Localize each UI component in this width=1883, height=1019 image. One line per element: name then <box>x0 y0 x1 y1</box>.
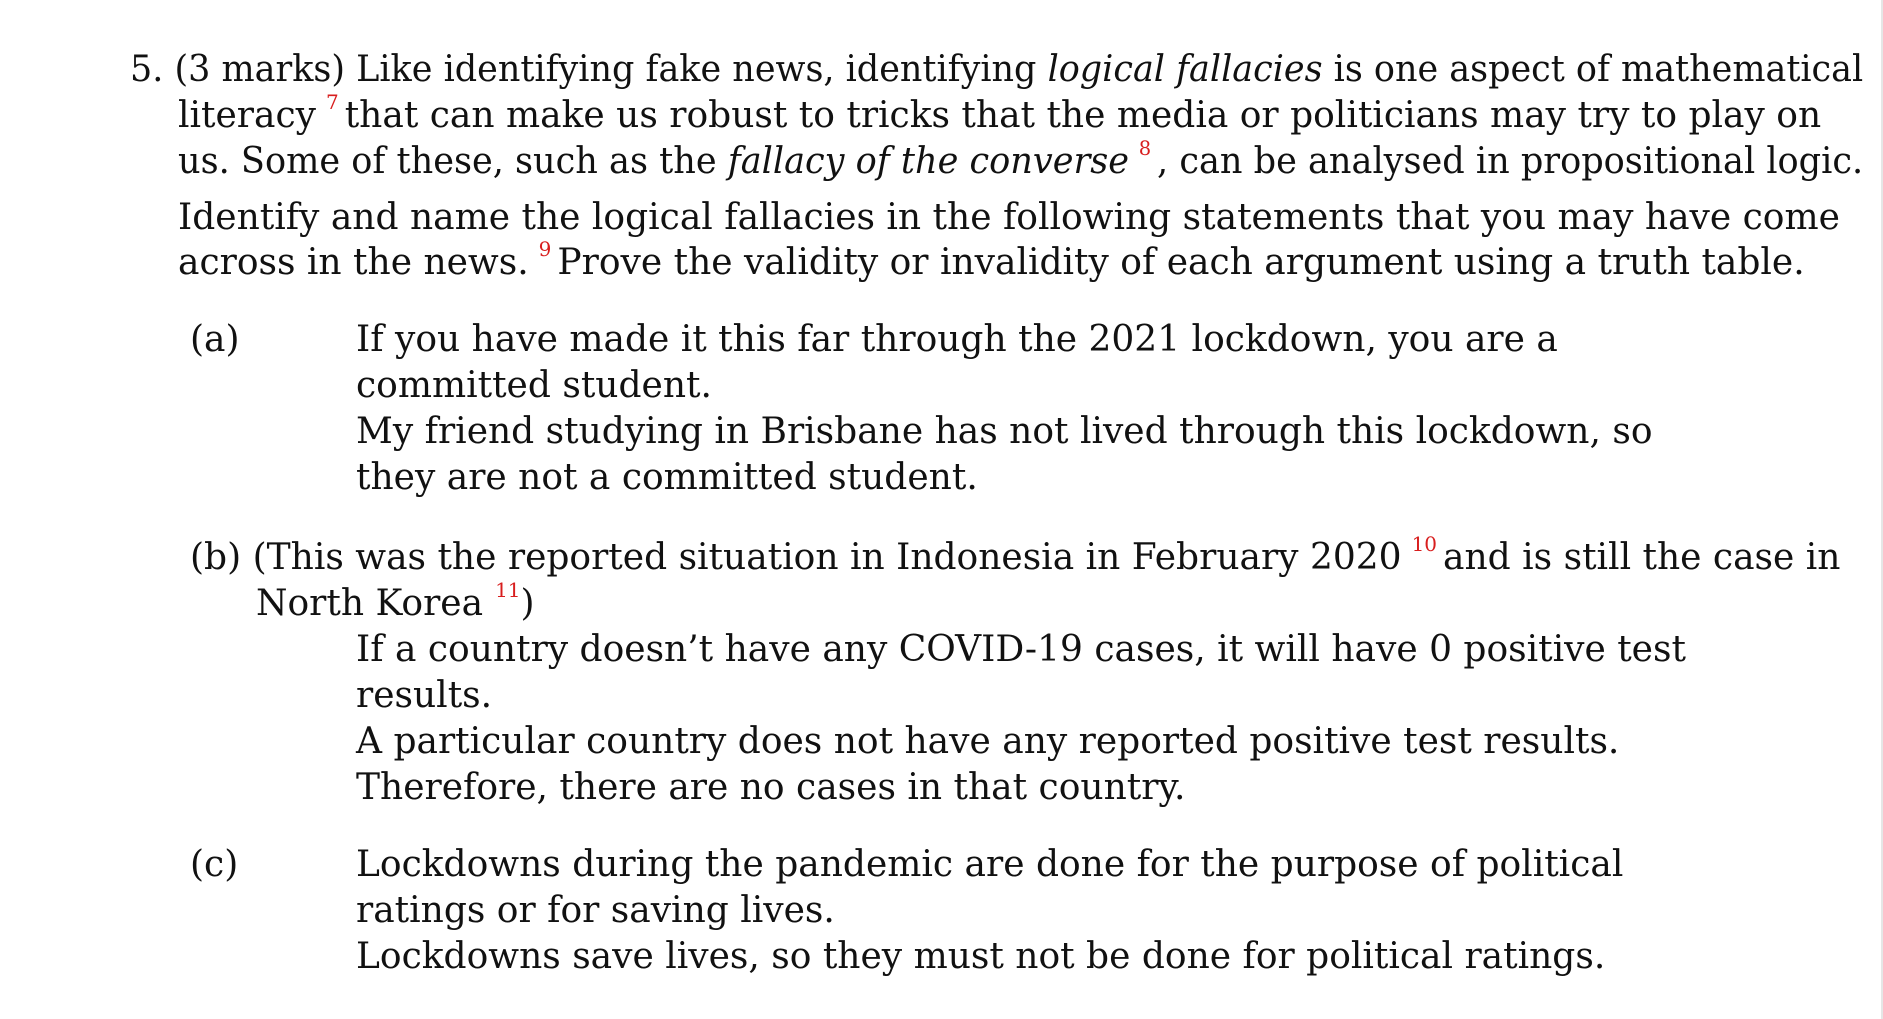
part-c-line-2: ratings or for saving lives. <box>356 890 835 931</box>
part-b-context-text: North Korea <box>256 583 484 624</box>
part-b-context-text: (This was the reported situation in Indonesia in February 2020 <box>252 537 1402 578</box>
question-intro-text: Like identifying fake news, identifying <box>356 49 1037 90</box>
footnote-marker-7[interactable]: 7 <box>325 90 339 114</box>
part-a-line-2: committed student. <box>356 365 712 406</box>
part-a-line-1: If you have made it this far through the 2021 lockdown, you are a <box>356 319 1558 360</box>
question-text: , can be analysed in propositional logic. <box>1157 141 1864 182</box>
question-marks: (3 marks) <box>174 49 346 90</box>
footnote-marker-11[interactable]: 11 <box>495 578 521 602</box>
footnote-marker-10[interactable]: 10 <box>1411 532 1438 556</box>
part-a-line-3: My friend studying in Brisbane has not lived through this lockdown, so <box>356 411 1653 452</box>
question-text: literacy <box>178 95 316 136</box>
question-text: us. Some of these, such as the <box>178 141 717 182</box>
question-text: Prove the validity or invalidity of each argument using a truth table. <box>557 242 1805 283</box>
term-fallacy-of-converse: fallacy of the converse <box>727 141 1130 182</box>
part-b-context-text: and is still the case in <box>1443 537 1841 578</box>
question-intro-text-cont: is one aspect of mathematical <box>1333 49 1864 90</box>
question-line-5 <box>178 237 1805 289</box>
part-b-header-line-2 <box>256 578 535 630</box>
footnote-marker-9[interactable]: 9 <box>538 237 552 261</box>
question-number: 5. <box>130 49 164 90</box>
part-b-context-text: ) <box>520 583 535 624</box>
part-a-line-4: they are not a committed student. <box>356 457 978 498</box>
question-line-1 <box>130 48 1863 92</box>
question-text: across in the news. <box>178 242 529 283</box>
term-logical-fallacies: logical fallacies <box>1047 49 1323 90</box>
part-b-line-1: If a country doesn’t have any COVID-19 cases, it will have 0 positive test <box>356 629 1686 670</box>
question-line-4 <box>178 196 1840 240</box>
part-b-label: (b) <box>190 537 242 578</box>
question-line-3 <box>178 136 1864 188</box>
part-c-label: (c) <box>190 844 239 885</box>
part-b-header-line-1 <box>190 532 1841 584</box>
part-b-line-2: results. <box>356 675 493 716</box>
part-b-line-3: A particular country does not have any reported positive test results. <box>356 721 1620 762</box>
question-text: Identify and name the logical fallacies in the following statements that you may have come <box>178 197 1840 238</box>
part-c-line-3: Lockdowns save lives, so they must not be done for political ratings. <box>356 936 1606 977</box>
footnote-marker-8[interactable]: 8 <box>1138 136 1152 160</box>
part-a-label: (a) <box>190 319 240 360</box>
question-line-2 <box>178 90 1822 142</box>
part-c-line-1: Lockdowns during the pandemic are done for the purpose of political <box>356 844 1624 885</box>
part-b-line-4: Therefore, there are no cases in that country. <box>356 767 1186 808</box>
question-text: that can make us robust to tricks that the media or politicians may try to play on <box>344 95 1822 136</box>
